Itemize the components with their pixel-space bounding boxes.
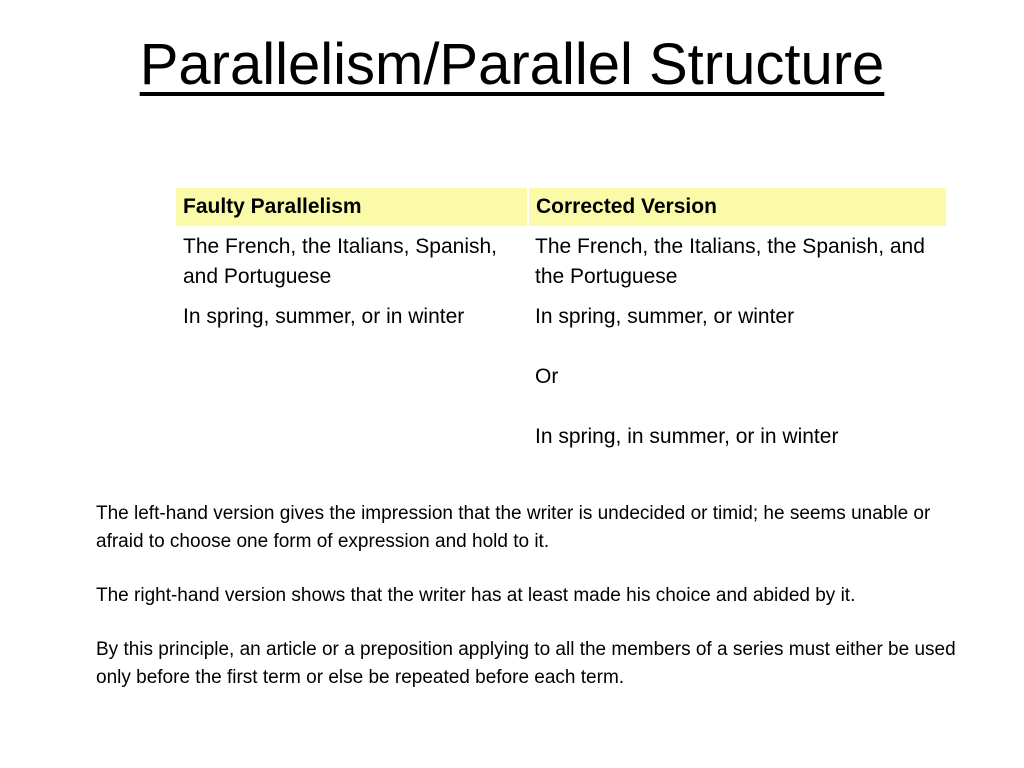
header-faulty-parallelism: Faulty Parallelism [176, 188, 528, 226]
corrected-option-a: In spring, summer, or winter [535, 305, 795, 328]
explanation-paragraph: By this principle, an article or a preposition applying to all the members of a series must either be used only before the first term or else be repeated before each term. [96, 639, 956, 688]
faulty-example-cell: In spring, summer, or in winter [183, 305, 465, 328]
explanation-text [96, 500, 966, 718]
explanation-paragraph: The left-hand version gives the impression that the writer is undecided or timid; he seems unable or afraid to choose one form of expression and hold to it. [96, 503, 931, 552]
cell-spacer [535, 332, 932, 362]
corrected-option-b: In spring, in summer, or in winter [535, 425, 839, 448]
slide-title-text: Parallelism/Parallel Structure [139, 32, 885, 97]
cell-spacer [535, 392, 932, 422]
comparison-table [176, 188, 946, 456]
corrected-example-cell: The French, the Italians, the Spanish, and the Portuguese [535, 235, 925, 288]
table-header-row [176, 188, 946, 226]
explanation-paragraph: The right-hand version shows that the writer has at least made his choice and abided by it. [96, 585, 856, 606]
corrected-example-cell [528, 296, 946, 456]
corrected-or-label: Or [535, 365, 559, 388]
slide-title [0, 30, 1024, 100]
table-row [176, 226, 946, 296]
faulty-example-cell: The French, the Italians, Spanish, and Portuguese [183, 235, 498, 288]
table-row [176, 296, 946, 456]
header-corrected-version: Corrected Version [528, 188, 946, 226]
